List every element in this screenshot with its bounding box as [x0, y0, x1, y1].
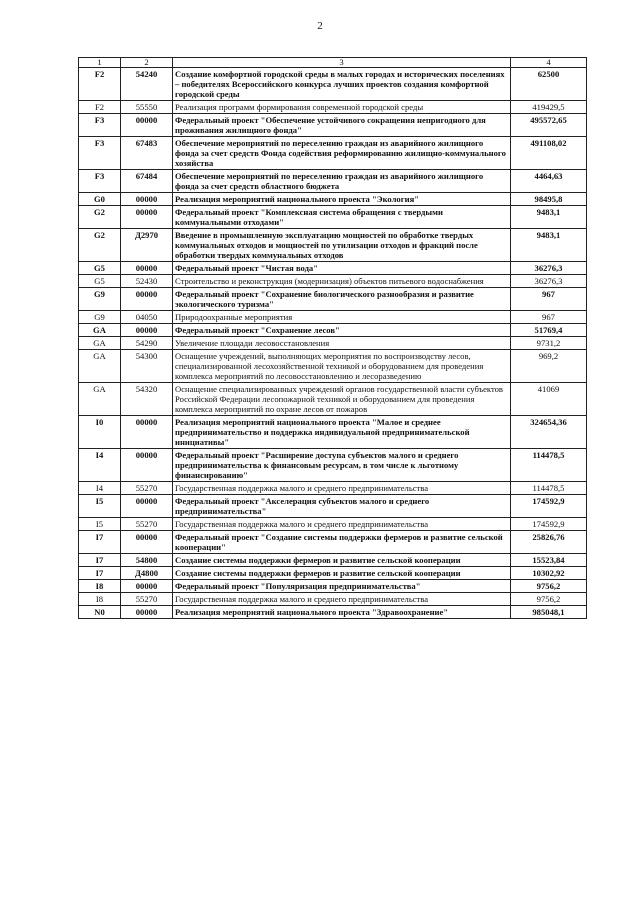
item-amount: 985048,1	[511, 606, 587, 619]
section-code: I7	[79, 554, 121, 567]
target-code: 54240	[121, 68, 173, 101]
item-description: Создание системы поддержки фермеров и развитие сельской кооперации	[173, 554, 511, 567]
target-code: 04050	[121, 311, 173, 324]
target-code: 00000	[121, 606, 173, 619]
item-amount: 967	[511, 288, 587, 311]
target-code: 55270	[121, 518, 173, 531]
table-row	[79, 593, 587, 606]
item-amount: 36276,3	[511, 262, 587, 275]
section-code: F3	[79, 114, 121, 137]
item-description: Федеральный проект "Создание системы поддержки фермеров и развитие сельской кооперации"	[173, 531, 511, 554]
table-row	[79, 288, 587, 311]
section-code: G5	[79, 262, 121, 275]
target-code: Д4800	[121, 567, 173, 580]
item-amount: 969,2	[511, 350, 587, 383]
table-row	[79, 518, 587, 531]
item-amount: 174592,9	[511, 518, 587, 531]
target-code: 00000	[121, 288, 173, 311]
item-amount: 495572,65	[511, 114, 587, 137]
column-header: 3	[173, 58, 511, 68]
target-code: 67484	[121, 170, 173, 193]
target-code: Д2970	[121, 229, 173, 262]
section-code: G0	[79, 193, 121, 206]
section-code: I8	[79, 593, 121, 606]
item-amount: 36276,3	[511, 275, 587, 288]
table-row	[79, 580, 587, 593]
item-amount: 25826,76	[511, 531, 587, 554]
item-description: Создание системы поддержки фермеров и развитие сельской кооперации	[173, 567, 511, 580]
item-description: Реализация мероприятий национального проекта "Экология"	[173, 193, 511, 206]
page-number: 2	[317, 20, 323, 32]
item-description: Увеличение площади лесовосстановления	[173, 337, 511, 350]
item-amount: 41069	[511, 383, 587, 416]
item-amount: 9756,2	[511, 593, 587, 606]
item-description: Федеральный проект "Акселерация субъектов малого и среднего предпринимательства"	[173, 495, 511, 518]
item-description: Федеральный проект "Расширение доступа субъектов малого и среднего предпринимательства к финансовым ресурсам, в том числе к льготному финансированию"	[173, 449, 511, 482]
section-code: F2	[79, 101, 121, 114]
item-amount: 15523,84	[511, 554, 587, 567]
target-code: 00000	[121, 580, 173, 593]
item-description: Реализация мероприятий национального проекта "Малое и среднее предпринимательство и поддержка индивидуальной предпринимательской инициативы"	[173, 416, 511, 449]
section-code: GA	[79, 324, 121, 337]
item-description: Государственная поддержка малого и среднего предпринимательства	[173, 482, 511, 495]
table-row	[79, 324, 587, 337]
item-description: Оснащение специализированных учреждений органов государственной власти субъектов Российской Федерации лесопожарной техникой и оборудованием для проведения комплекса мероприятий по охране лесов от пожаров	[173, 383, 511, 416]
target-code: 00000	[121, 449, 173, 482]
table-row	[79, 350, 587, 383]
section-code: F3	[79, 137, 121, 170]
item-amount: 9483,1	[511, 229, 587, 262]
item-amount: 4464,63	[511, 170, 587, 193]
table-row	[79, 482, 587, 495]
section-code: F2	[79, 68, 121, 101]
target-code: 00000	[121, 416, 173, 449]
section-code: I8	[79, 580, 121, 593]
section-code: I5	[79, 495, 121, 518]
target-code: 00000	[121, 114, 173, 137]
column-header: 1	[79, 58, 121, 68]
item-description: Федеральный проект "Обеспечение устойчивого сокращения непригодного для проживания жилищного фонда"	[173, 114, 511, 137]
section-code: GA	[79, 383, 121, 416]
target-code: 00000	[121, 193, 173, 206]
section-code: I5	[79, 518, 121, 531]
item-amount: 967	[511, 311, 587, 324]
item-amount: 98495,8	[511, 193, 587, 206]
target-code: 55270	[121, 593, 173, 606]
table-row	[79, 101, 587, 114]
table-row	[79, 229, 587, 262]
item-amount: 9731,2	[511, 337, 587, 350]
item-amount: 10302,92	[511, 567, 587, 580]
item-description: Строительство и реконструкция (модернизация) объектов питьевого водоснабжения	[173, 275, 511, 288]
item-description: Федеральный проект "Чистая вода"	[173, 262, 511, 275]
budget-table	[78, 57, 587, 619]
section-code: GA	[79, 350, 121, 383]
item-description: Создание комфортной городской среды в малых городах и исторических поселениях – победителях Всероссийского конкурса лучших проектов создания комфортной городской среды	[173, 68, 511, 101]
item-amount: 62500	[511, 68, 587, 101]
item-description: Реализация программ формирования современной городской среды	[173, 101, 511, 114]
item-amount: 324654,36	[511, 416, 587, 449]
item-amount: 9756,2	[511, 580, 587, 593]
table-row	[79, 383, 587, 416]
item-description: Оснащение учреждений, выполняющих мероприятия по воспроизводству лесов, специализированной лесохозяйственной техникой и оборудованием для проведения комплекса мероприятий по лесовосстановлению и лесоразведению	[173, 350, 511, 383]
item-description: Федеральный проект "Комплексная система обращения с твердыми коммунальными отходами"	[173, 206, 511, 229]
target-code: 54800	[121, 554, 173, 567]
item-amount: 491108,02	[511, 137, 587, 170]
item-description: Федеральный проект "Сохранение биологического разнообразия и развитие экологического туризма"	[173, 288, 511, 311]
target-code: 00000	[121, 206, 173, 229]
item-description: Реализация мероприятий национального проекта "Здравоохранение"	[173, 606, 511, 619]
item-description: Обеспечение мероприятий по переселению граждан из аварийного жилищного фонда за счет средств областного бюджета	[173, 170, 511, 193]
table-row	[79, 170, 587, 193]
target-code: 00000	[121, 324, 173, 337]
item-description: Введение в промышленную эксплуатацию мощностей по обработке твердых коммунальных отходов и мощностей по утилизации отходов и фракций после обработки твердых коммунальных отходов	[173, 229, 511, 262]
section-code: F3	[79, 170, 121, 193]
column-header: 4	[511, 58, 587, 68]
section-code: I4	[79, 449, 121, 482]
table-row	[79, 193, 587, 206]
target-code: 52430	[121, 275, 173, 288]
item-description: Обеспечение мероприятий по переселению граждан из аварийного жилищного фонда за счет средств Фонда содействия реформированию жилищно-коммунального хозяйства	[173, 137, 511, 170]
target-code: 00000	[121, 262, 173, 275]
target-code: 67483	[121, 137, 173, 170]
table-row	[79, 68, 587, 101]
table-header-row	[79, 58, 587, 68]
target-code: 00000	[121, 531, 173, 554]
item-amount: 419429,5	[511, 101, 587, 114]
item-description: Федеральный проект "Сохранение лесов"	[173, 324, 511, 337]
target-code: 55270	[121, 482, 173, 495]
section-code: G2	[79, 229, 121, 262]
section-code: G9	[79, 311, 121, 324]
table-row	[79, 337, 587, 350]
table-row	[79, 114, 587, 137]
section-code: I0	[79, 416, 121, 449]
section-code: G9	[79, 288, 121, 311]
table-row	[79, 449, 587, 482]
target-code: 00000	[121, 495, 173, 518]
table-row	[79, 554, 587, 567]
table-row	[79, 416, 587, 449]
table-row	[79, 311, 587, 324]
section-code: I7	[79, 567, 121, 580]
section-code: G5	[79, 275, 121, 288]
table-row	[79, 567, 587, 580]
target-code: 54320	[121, 383, 173, 416]
section-code: N0	[79, 606, 121, 619]
section-code: I7	[79, 531, 121, 554]
column-header: 2	[121, 58, 173, 68]
target-code: 54290	[121, 337, 173, 350]
section-code: I4	[79, 482, 121, 495]
item-amount: 174592,9	[511, 495, 587, 518]
section-code: G2	[79, 206, 121, 229]
table-row	[79, 495, 587, 518]
table-row	[79, 531, 587, 554]
item-amount: 114478,5	[511, 482, 587, 495]
target-code: 54300	[121, 350, 173, 383]
item-description: Федеральный проект "Популяризация предпринимательства"	[173, 580, 511, 593]
section-code: GA	[79, 337, 121, 350]
item-description: Природоохранные мероприятия	[173, 311, 511, 324]
item-amount: 51769,4	[511, 324, 587, 337]
item-amount: 114478,5	[511, 449, 587, 482]
table-row	[79, 606, 587, 619]
table-row	[79, 262, 587, 275]
item-amount: 9483,1	[511, 206, 587, 229]
item-description: Государственная поддержка малого и среднего предпринимательства	[173, 593, 511, 606]
target-code: 55550	[121, 101, 173, 114]
table-row	[79, 275, 587, 288]
table-row	[79, 137, 587, 170]
table-row	[79, 206, 587, 229]
item-description: Государственная поддержка малого и среднего предпринимательства	[173, 518, 511, 531]
